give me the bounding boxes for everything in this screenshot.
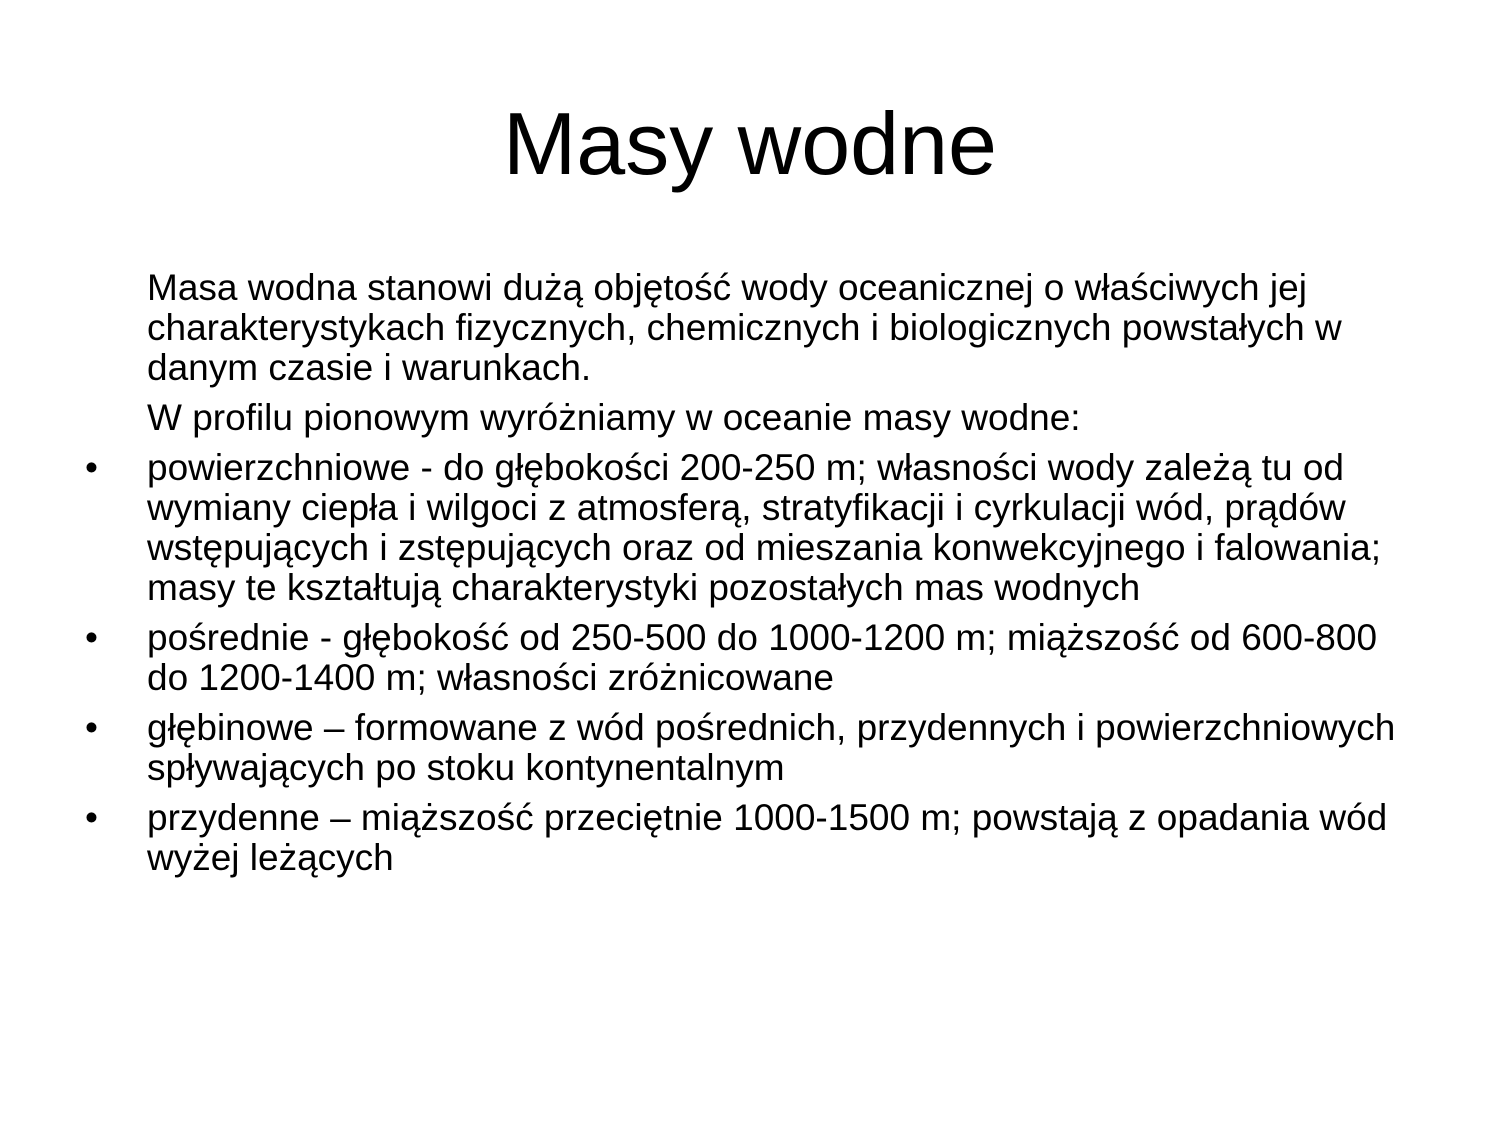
bullet-icon: • bbox=[85, 447, 98, 488]
intro-paragraph-profile: W profilu pionowym wyróżniamy w oceanie masy wodne: bbox=[147, 397, 1081, 438]
bullet-icon: • bbox=[85, 797, 98, 838]
list-item-text: powierzchniowe - do głębokości 200-250 m; własności wody zależą tu od wymiany ciepła i wilgoci z atmosferą, stratyfikacji i cyrkulacji wód, prądów wstępujących i zstępujących oraz od mieszania konwekcyjnego i falowania; masy te kształtują charakterystyki pozostałych mas wodnych bbox=[147, 447, 1381, 608]
slide-title: Masy wodne bbox=[502, 94, 997, 193]
list-item bbox=[85, 617, 1427, 698]
intro-paragraph-definition: Masa wodna stanowi dużą objętość wody oceanicznej o właściwych jej charakterystykach fizycznych, chemicznych i biologicznych powstałych w danym czasie i warunkach. bbox=[147, 267, 1342, 388]
bullet-icon: • bbox=[85, 617, 98, 658]
list-item-text: głębinowe – formowane z wód pośrednich, przydennych i powierzchniowych spływających po stoku kontynentalnym bbox=[147, 707, 1396, 788]
list-item bbox=[85, 447, 1427, 608]
bullet-icon: • bbox=[85, 707, 98, 748]
list-item bbox=[85, 707, 1427, 788]
slide-body bbox=[85, 267, 1427, 888]
list-item-text: pośrednie - głębokość od 250-500 do 1000-1200 m; miąższość od 600-800 do 1200-1400 m; własności zróżnicowane bbox=[147, 617, 1378, 698]
list-item bbox=[85, 797, 1427, 878]
list-item-text: przydenne – miąższość przeciętnie 1000-1500 m; powstają z opadania wód wyżej leżących bbox=[147, 797, 1388, 878]
bullet-list bbox=[85, 447, 1427, 878]
